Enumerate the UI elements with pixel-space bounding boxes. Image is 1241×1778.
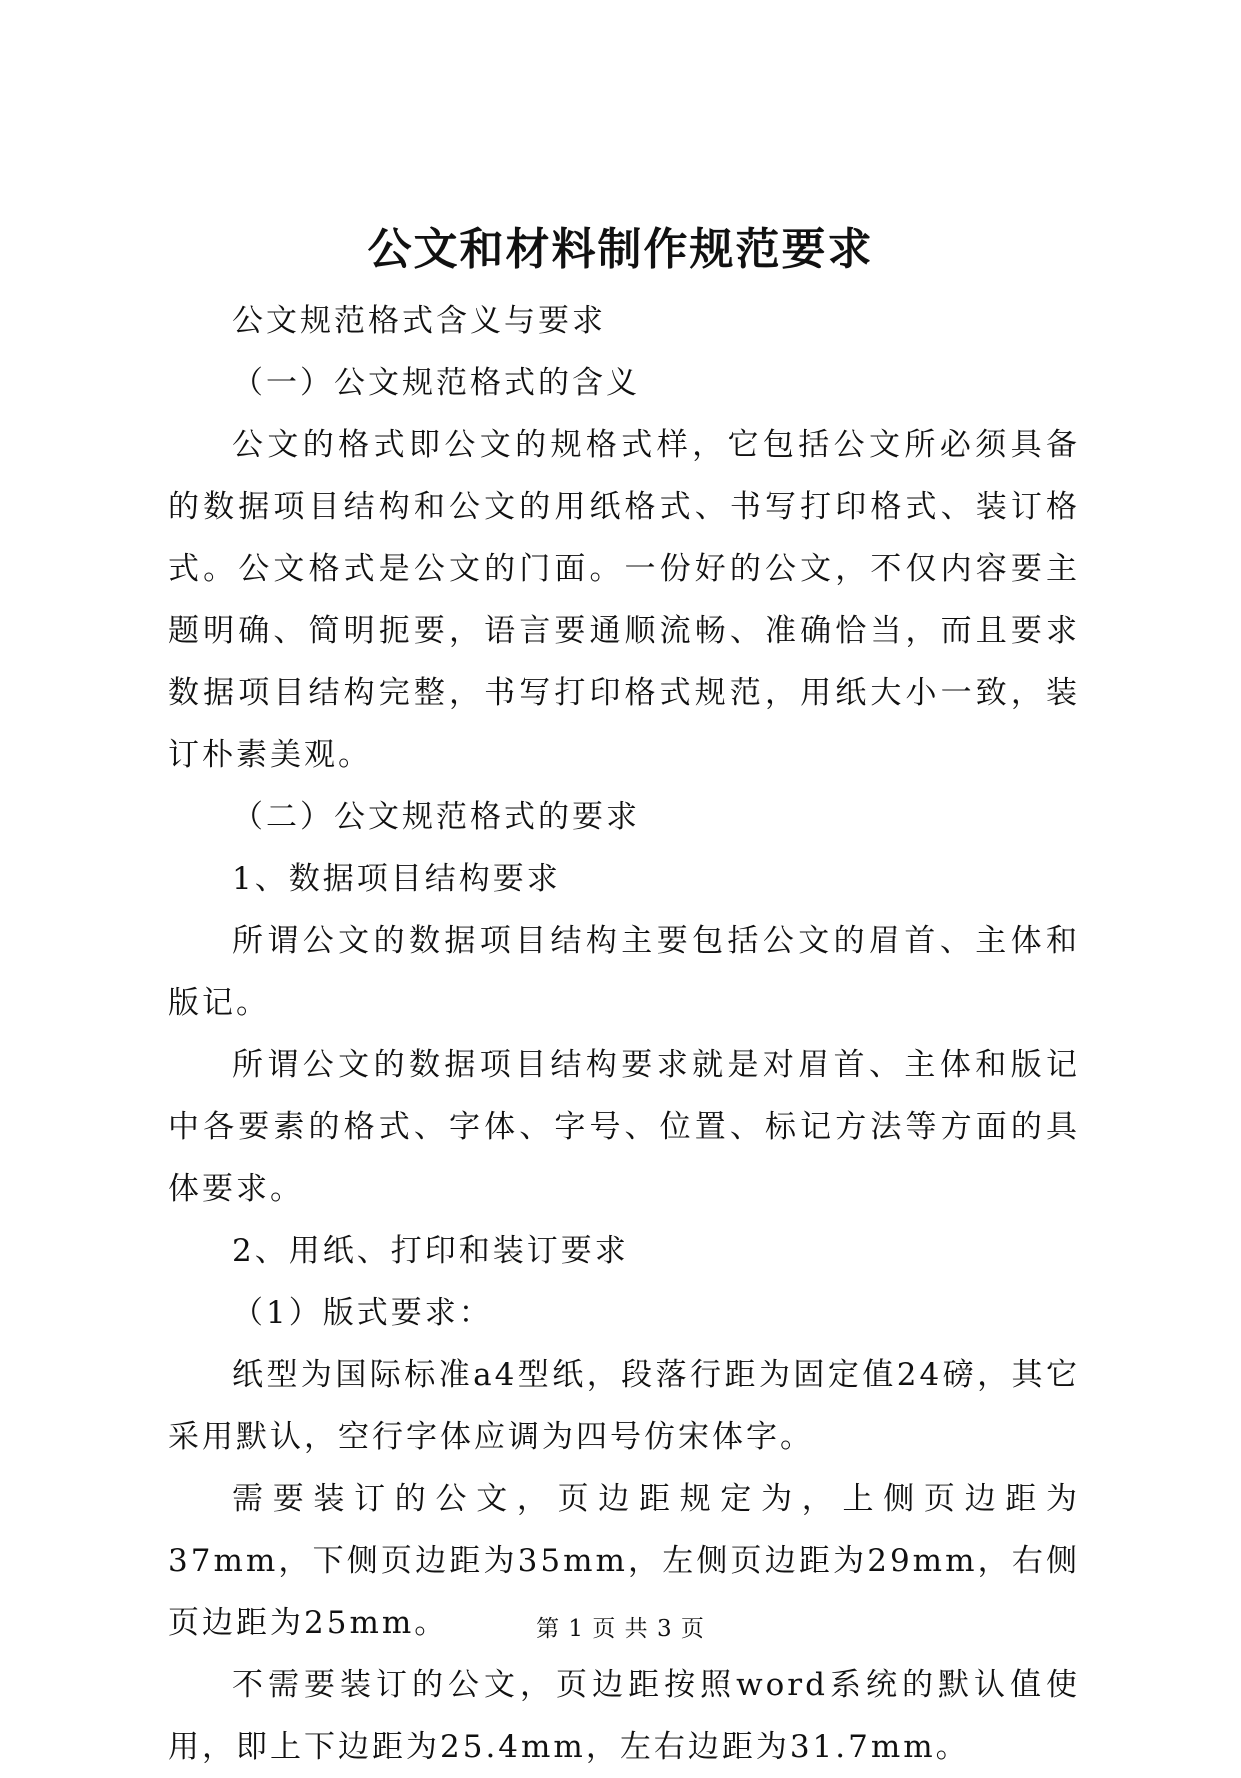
- subsection-heading: （一）公文规范格式的含义: [232, 365, 640, 401]
- body-paragraph: 需要装订的公文，页边距规定为，上侧页边距为37mm，下侧页边距为35mm，左侧页边距为29mm，右侧页边距为25mm。: [168, 1481, 1080, 1641]
- document-body: [168, 290, 1080, 1778]
- subsection-heading: （1）版式要求：: [232, 1295, 493, 1331]
- body-paragraph: 所谓公文的数据项目结构主要包括公文的眉首、主体和版记。: [168, 923, 1080, 1021]
- section-heading: 公文规范格式含义与要求: [232, 303, 606, 339]
- body-paragraph: 公文的格式即公文的规格式样，它包括公文所必须具备的数据项目结构和公文的用纸格式、书写打印格式、装订格式。公文格式是公文的门面。一份好的公文，不仅内容要主题明确、简明扼要，语言要通顺流畅、准确恰当，而且要求数据项目结构完整，书写打印格式规范，用纸大小一致，装订朴素美观。: [168, 427, 1080, 773]
- page-number: 第 1 页 共 3 页: [536, 1616, 705, 1642]
- subsection-heading: （二）公文规范格式的要求: [232, 799, 640, 835]
- body-paragraph: 所谓公文的数据项目结构要求就是对眉首、主体和版记中各要素的格式、字体、字号、位置、标记方法等方面的具体要求。: [168, 1047, 1080, 1207]
- body-paragraph: 纸型为国际标准a4型纸，段落行距为固定值24磅，其它采用默认，空行字体应调为四号仿宋体字。: [168, 1357, 1080, 1455]
- numbered-heading: 1、数据项目结构要求: [232, 861, 561, 897]
- body-paragraph: 不需要装订的公文，页边距按照word系统的默认值使用，即上下边距为25.4mm，左右边距为31.7mm。: [168, 1667, 1080, 1765]
- document-title: 公文和材料制作规范要求: [367, 224, 874, 275]
- numbered-heading: 2、用纸、打印和装订要求: [232, 1233, 629, 1269]
